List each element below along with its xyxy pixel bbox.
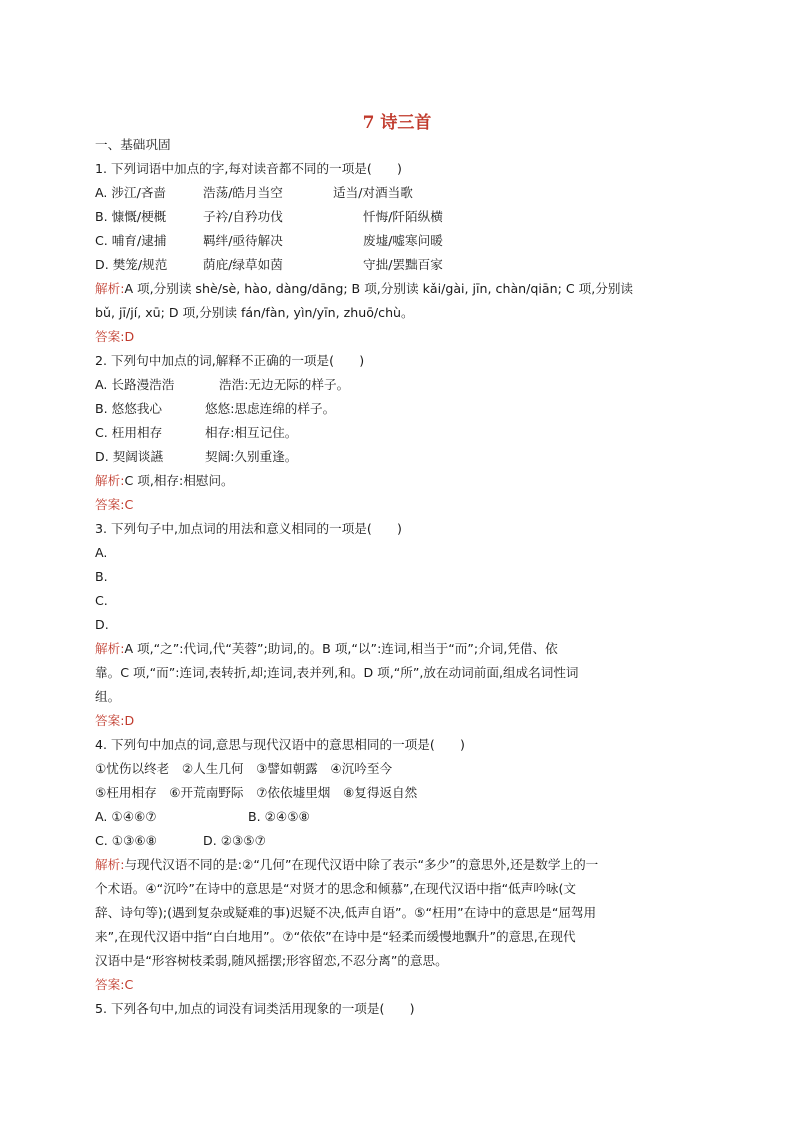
q3-analysis-text-3: 组。: [95, 689, 121, 704]
q1-b-1: B. 慷慨/梗概: [95, 209, 167, 224]
q4-option-a: A. ①④⑥⑦: [95, 809, 157, 824]
q2-d-1: D. 契阔谈讌: [95, 449, 164, 464]
q4-analysis-text-1: 与现代汉语不同的是:②“几何”在现代汉语中除了表示“多少”的意思外,还是数学上的一: [124, 857, 599, 872]
analysis-label: 解析:: [95, 641, 125, 656]
q2-answer: [95, 497, 133, 513]
q3-option-b: B.: [95, 569, 108, 584]
q1-analysis-text-2: bǔ, jī/jí, xū; D 项,分别读 fán/fàn, yìn/yīn, zhuō/chù。: [95, 305, 414, 320]
q2-c-1: C. 枉用相存: [95, 425, 163, 440]
q3-option-d: D.: [95, 617, 109, 632]
q1-c-2: 羁绊/亟待解决: [203, 233, 283, 248]
section-heading: 一、基础巩固: [95, 137, 171, 152]
q4-option-b: B. ②④⑤⑧: [248, 809, 310, 824]
q1-option-d: [95, 257, 443, 273]
analysis-label: 解析:: [95, 857, 125, 872]
q1-option-a: [95, 185, 413, 201]
q4-items-line-1: ①忧伤以终老 ②人生几何 ③譬如朝露 ④沉吟至今: [95, 761, 393, 776]
q4-option-d: D. ②③⑤⑦: [203, 833, 266, 848]
q3-analysis-text-2: 靠。C 项,“而”:连词,表转折,却;连词,表并列,和。D 项,“所”,放在动词前面,组成名词性词: [95, 665, 579, 680]
q4-option-c: C. ①③⑥⑧: [95, 833, 157, 848]
analysis-label: 解析:: [95, 281, 125, 296]
answer-value: C: [124, 497, 134, 512]
q2-c-2: 相存:相互记住。: [205, 425, 298, 440]
q1-a-3: 适当/对酒当歌: [333, 185, 413, 200]
answer-label: 答案:: [95, 329, 125, 344]
q1-c-3: 废墟/嘘寒问暖: [363, 233, 443, 248]
answer-value: D: [124, 713, 135, 728]
q4-analysis-text-4: 来”,在现代汉语中指“白白地用”。⑦“依依”在诗中是“轻柔而缓慢地飘升”的意思,在现代: [95, 929, 576, 944]
q2-a-2: 浩浩:无边无际的样子。: [219, 377, 350, 392]
q2-b-2: 悠悠:思虑连绵的样子。: [205, 401, 336, 416]
q2-a-1: A. 长路漫浩浩: [95, 377, 175, 392]
q1-option-b: [95, 209, 443, 225]
q2-analysis: [95, 473, 234, 489]
q1-b-3: 忏悔/阡陌纵横: [363, 209, 443, 224]
q2-option-d: [95, 449, 297, 465]
q1-a-1: A. 涉江/吝啬: [95, 185, 167, 200]
q1-a-2: 浩荡/皓月当空: [203, 185, 283, 200]
q2-stem: 2. 下列句中加点的词,解释不正确的一项是( ): [95, 353, 365, 368]
analysis-label: 解析:: [95, 473, 125, 488]
q1-analysis-text-1: A 项,分别读 shè/sè, hào, dàng/dāng; B 项,分别读 kǎi/gài, jīn, chàn/qiān; C 项,分别读: [124, 281, 634, 296]
q3-analysis-text-1: A 项,“之”:代词,代“芙蓉”;助词,的。B 项,“以”:连词,相当于“而”;介词,凭借、依: [124, 641, 558, 656]
answer-label: 答案:: [95, 977, 125, 992]
q1-d-3: 守拙/罢黜百家: [363, 257, 443, 272]
q2-d-2: 契阔:久别重逢。: [205, 449, 298, 464]
q3-option-a: A.: [95, 545, 108, 560]
q2-analysis-text: C 项,相存:相慰问。: [124, 473, 234, 488]
answer-value: C: [124, 977, 134, 992]
q1-d-2: 荫庇/绿草如茵: [203, 257, 283, 272]
q4-items-line-2: ⑤枉用相存 ⑥开荒南野际 ⑦依依墟里烟 ⑧复得返自然: [95, 785, 418, 800]
q1-d-1: D. 樊笼/规范: [95, 257, 168, 272]
q4-analysis-text-2: 个术语。④“沉吟”在诗中的意思是“对贤才的思念和倾慕”,在现代汉语中指“低声吟咏(文: [95, 881, 577, 896]
q4-stem: 4. 下列句中加点的词,意思与现代汉语中的意思相同的一项是( ): [95, 737, 465, 752]
q3-answer: [95, 713, 134, 729]
q2-b-1: B. 悠悠我心: [95, 401, 163, 416]
q2-option-b: [95, 401, 335, 417]
q2-option-c: [95, 425, 297, 441]
q1-c-1: C. 哺育/逮捕: [95, 233, 167, 248]
q4-analysis: [95, 857, 598, 873]
q3-option-c: C.: [95, 593, 108, 608]
answer-value: D: [124, 329, 135, 344]
q4-analysis-text-5: 汉语中是“形容树枝柔弱,随风摇摆;形容留恋,不忍分离”的意思。: [95, 953, 448, 968]
q3-stem: 3. 下列句子中,加点词的用法和意义相同的一项是( ): [95, 521, 402, 536]
q3-analysis: [95, 641, 558, 657]
q4-analysis-text-3: 辞、诗句等);(遇到复杂或疑难的事)迟疑不决,低声自语”。⑤“枉用”在诗中的意思是“屈驾用: [95, 905, 597, 920]
q5-stem: 5. 下列各句中,加点的词没有词类活用现象的一项是( ): [95, 1001, 415, 1016]
q1-answer: [95, 329, 134, 345]
q1-stem: 1. 下列词语中加点的字,每对读音都不同的一项是( ): [95, 161, 402, 176]
q1-b-2: 子衿/自矜功伐: [203, 209, 283, 224]
q1-analysis: [95, 281, 633, 297]
page-title: 7 诗三首: [362, 113, 432, 133]
answer-label: 答案:: [95, 713, 125, 728]
q1-option-c: [95, 233, 443, 249]
q4-options-ab: [95, 809, 310, 825]
answer-label: 答案:: [95, 497, 125, 512]
q4-options-cd: [95, 833, 266, 849]
q2-option-a: [95, 377, 349, 393]
q4-answer: [95, 977, 133, 993]
